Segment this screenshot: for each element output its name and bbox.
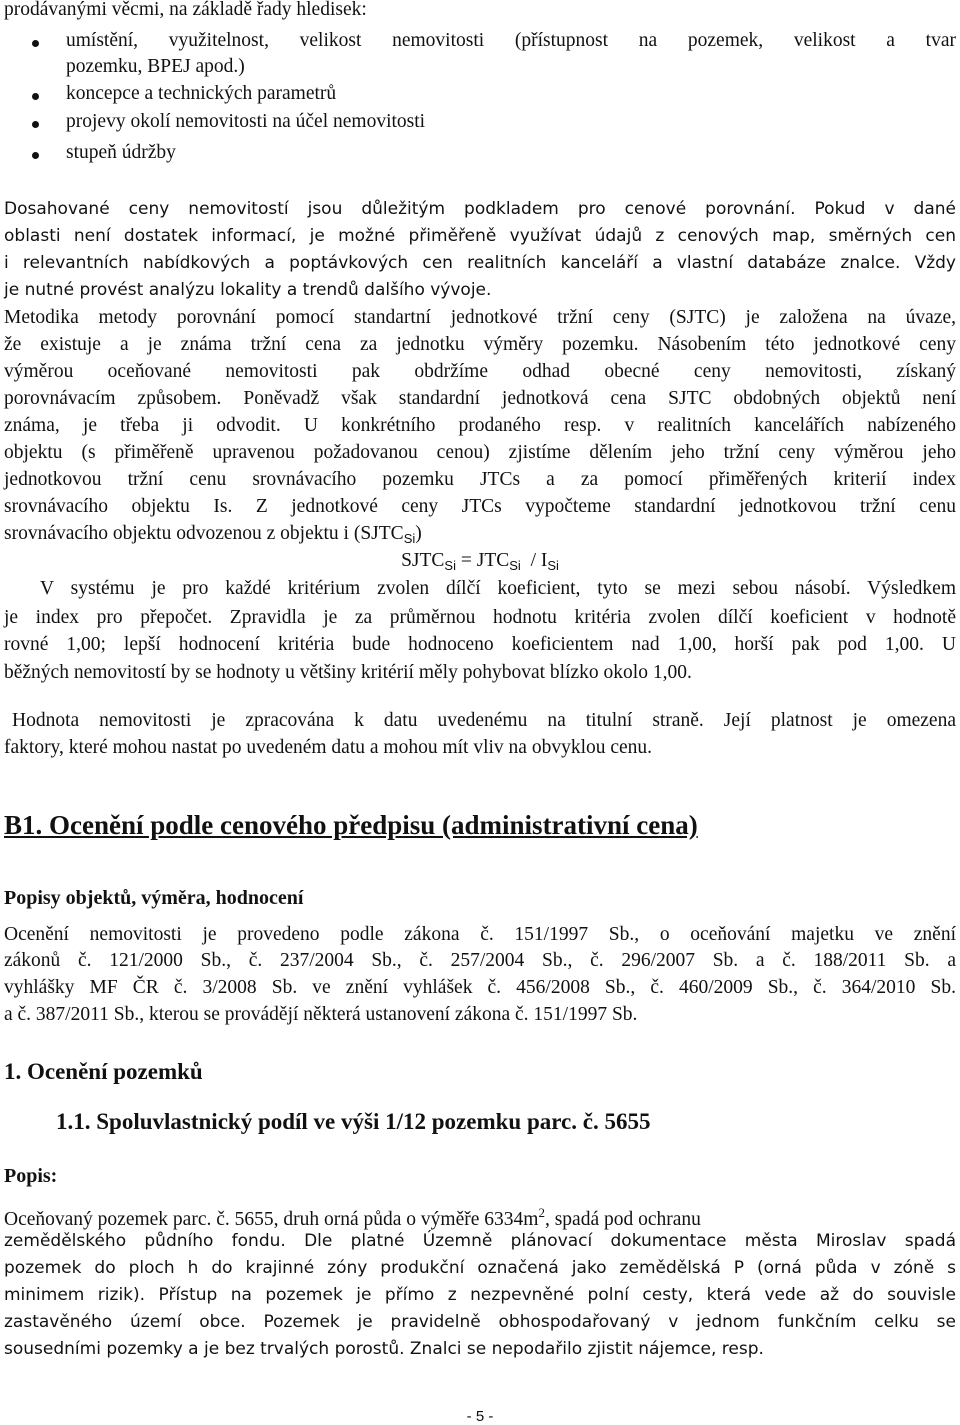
paragraph-line: známa, je třeba ji odvodit. U konkrétního prodaného resp. v realitních kancelářích nabízeného [4,415,956,436]
formula-term: / I [520,550,548,571]
paragraph-line: vyhlášky MF ČR č. 3/2008 Sb. ve znění vyhlášek č. 456/2008 Sb., č. 460/2009 Sb., č. 364/2010 Sb. [4,977,956,998]
bullet-icon [32,152,39,159]
bullet-item: projevy okolí nemovitosti na účel nemovitosti [66,111,426,132]
paragraph-line: srovnávacího objektu Is. Z jednotkové ceny JTCs vypočteme standardní jednotkovou tržní cenu [4,496,956,517]
paragraph-line: běžných nemovitostí by se hodnoty u většiny kritérií měly pohybovat blízko okolo 1,00. [4,662,692,683]
subscript: Si [547,558,559,573]
paragraph-line: Metodika metody porovnání pomocí standartní jednotkové tržní ceny (SJTC) je založena na úvaze, [4,307,956,328]
heading-coownership-share: 1.1. Spoluvlastnický podíl ve výši 1/12 pozemku parc. č. 5655 [56,1109,651,1134]
paragraph-line: zákonů č. 121/2000 Sb., č. 237/2004 Sb., č. 257/2004 Sb., č. 296/2007 Sb. a č. 188/2011 Sb. a [4,950,956,971]
line-text: ) [415,523,422,544]
formula-sjtc [0,548,960,579]
line-text: srovnávacího objektu odvozenou z objektu i (SJTC [4,523,404,544]
paragraph-line: zastavěného území obce. Pozemek je pravidelně obhospodařovaný v jednom funkčním celku se [4,1312,956,1332]
bullet-icon [32,93,39,100]
subscript: Si [444,558,456,573]
paragraph-line: je nutné provést analýzu lokality a trendů dalšího vývoje. [4,280,492,300]
subscript: Si [509,558,521,573]
bullet-item: umístění, využitelnost, velikost nemovitosti (přístupnost na pozemek, velikost a tvar [66,30,956,51]
paragraph-line: jednotkovou tržní cenu srovnávacího pozemku JTCs a za pomocí přiměřených kriterií index [4,469,956,490]
line-text: , spadá pod ochranu [544,1209,701,1230]
paragraph-line: objektu (s přiměřeně upravenou požadovanou cenou) zjistíme dělením jeho tržní ceny výměrou jeho [4,442,956,463]
paragraph-line: porovnávacím způsobem. Poněvadž však standardní jednotková cena SJTC obdobných objektů není [4,388,956,409]
formula-term: = JTC [455,550,510,571]
paragraph-line: výměrou oceňované nemovitosti pak obdržíme odhad obecné ceny nemovitosti, získaný [4,361,956,382]
paragraph-line: je index pro přepočet. Zpravidla je za průměrnou hodnotu kritéria zvolen dílčí koeficient v hodnotě [4,607,956,628]
paragraph-line: Dosahované ceny nemovitostí jsou důležitým podkladem pro cenové porovnání. Pokud v dané [4,199,956,219]
paragraph-line: Hodnota nemovitosti je zpracována k datu uvedenému na titulní straně. Její platnost je omezena [12,710,956,731]
paragraph-line: že existuje a je známa tržní cena za jednotku výměry pozemku. Násobením této jednotkové ceny [4,334,956,355]
subheading-objects: Popisy objektů, výměra, hodnocení [4,887,304,909]
section-heading-b1: B1. Ocenění podle cenového předpisu (administrativní cena) [4,810,698,840]
bullet-icon [32,40,39,47]
subscript: Si [403,531,416,546]
paragraph-line: sousedními pozemky a je bez trvalých porostů. Znalci se nepodařilo zjistit nájemce, resp. [4,1339,764,1359]
subheading-description: Popis: [4,1165,58,1187]
paragraph-line: i relevantních nabídkových a poptávkových cen realitních kanceláří a vlastní databáze znalce. Vždy [4,253,956,273]
bullet-item-continuation: pozemku, BPEJ apod.) [66,56,245,77]
paragraph-line: Ocenění nemovitosti je provedeno podle zákona č. 151/1997 Sb., o oceňování majetku ve znění [4,924,956,945]
paragraph-line: pozemek do ploch h do krajinné zóny produkční označená jako zemědělská P (orná půda v zóně s [4,1258,956,1278]
bullet-item: koncepce a technických parametrů [66,83,337,104]
paragraph-line: rovné 1,00; lepší hodnocení kritéria bude hodnoceno koeficientem nad 1,00, horší pak pod 1,00. U [4,634,956,655]
paragraph-line: oblasti není dostatek informací, je možné přiměřeně využívat údajů z cenových map, směrných cen [4,226,956,246]
paragraph-line: V systému je pro každé kritérium zvolen dílčí koeficient, tyto se mezi sebou násobí. Výsledkem [40,578,956,599]
heading-land-valuation: 1. Ocenění pozemků [4,1059,203,1084]
bullet-item: stupeň údržby [66,142,176,163]
bullet-icon [32,121,39,128]
formula-term: SJTC [401,550,445,571]
line-text: Oceňovaný pozemek parc. č. 5655, druh orná půda o výměře 6334m [4,1209,539,1230]
paragraph-line: minimem rizik). Přístup na pozemek je přímo z nezpevněné polní cesty, která vede až do souvisle [4,1285,956,1305]
page-number: - 5 - [466,1408,494,1425]
paragraph-line: zemědělského půdního fondu. Dle platné Územně plánovací dokumentace města Miroslav spadá [4,1231,956,1251]
superscript: 2 [538,1205,545,1220]
intro-line: prodávanými věcmi, na základě řady hledisek: [4,0,367,20]
paragraph-line: a č. 387/2011 Sb., kterou se provádějí některá ustanovení zákona č. 151/1997 Sb. [4,1004,638,1025]
paragraph-line: faktory, které mohou nastat po uvedeném datu a mohou mít vliv na obvyklou cenu. [4,737,653,758]
